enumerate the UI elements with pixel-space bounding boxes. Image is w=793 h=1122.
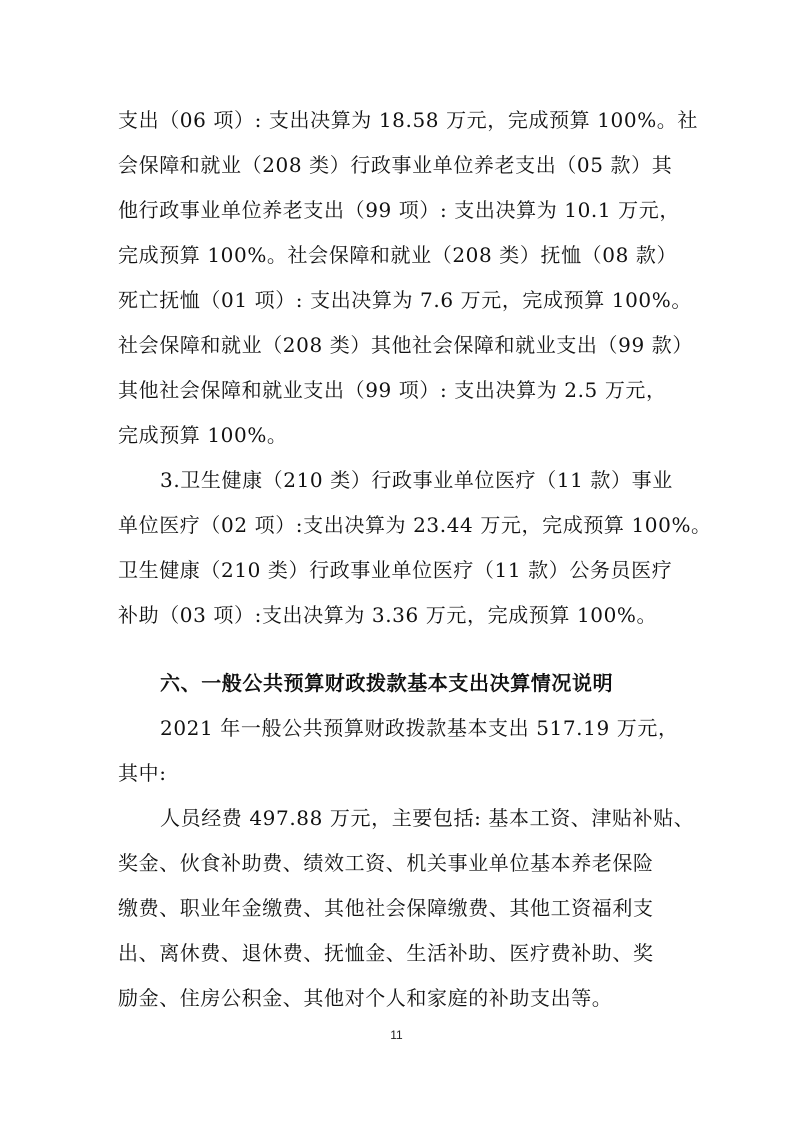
paragraph-line: 支出（06 项）: 支出决算为 18.58 万元，完成预算 100%。社 xyxy=(118,108,699,132)
paragraph-line: 励金、住房公积金、其他对个人和家庭的补助支出等。 xyxy=(118,986,613,1010)
paragraph-line: 他行政事业单位养老支出（99 项）: 支出决算为 10.1 万元， xyxy=(118,198,680,222)
paragraph-line: 单位医疗（02 项）:支出决算为 23.44 万元，完成预算 100%。 xyxy=(118,513,712,537)
paragraph-line: 完成预算 100%。社会保障和就业（208 类）抚恤（08 款） xyxy=(118,243,678,267)
paragraph-line: 3.卫生健康（210 类）行政事业单位医疗（11 款）事业 xyxy=(160,468,673,492)
paragraph-line: 奖金、伙食补助费、绩效工资、机关事业单位基本养老保险 xyxy=(118,851,654,875)
paragraph-line: 缴费、职业年金缴费、其他社会保障缴费、其他工资福利支 xyxy=(118,896,654,920)
paragraph-line: 出、离休费、退休费、抚恤金、生活补助、医疗费补助、奖 xyxy=(118,941,654,965)
paragraph-line: 卫生健康（210 类）行政事业单位医疗（11 款）公务员医疗 xyxy=(118,558,673,582)
paragraph-line: 其中: xyxy=(118,761,167,785)
section-heading: 六、一般公共预算财政拨款基本支出决算情况说明 xyxy=(160,671,614,695)
paragraph-line: 会保障和就业（208 类）行政事业单位养老支出（05 款）其 xyxy=(118,153,673,177)
paragraph-line: 社会保障和就业（208 类）其他社会保障和就业支出（99 款） xyxy=(118,333,693,357)
paragraph-line: 完成预算 100%。 xyxy=(118,423,288,447)
paragraph-line: 2021 年一般公共预算财政拨款基本支出 517.19 万元， xyxy=(160,716,679,740)
paragraph-line: 人员经费 497.88 万元，主要包括: 基本工资、津贴补贴、 xyxy=(160,806,695,830)
paragraph-line: 补助（03 项）:支出决算为 3.36 万元，完成预算 100%。 xyxy=(118,603,658,627)
page-number: 11 xyxy=(390,1028,403,1042)
paragraph-line: 死亡抚恤（01 项）: 支出决算为 7.6 万元，完成预算 100%。 xyxy=(118,288,692,312)
paragraph-line: 其他社会保障和就业支出（99 项）: 支出决算为 2.5 万元， xyxy=(118,378,667,402)
